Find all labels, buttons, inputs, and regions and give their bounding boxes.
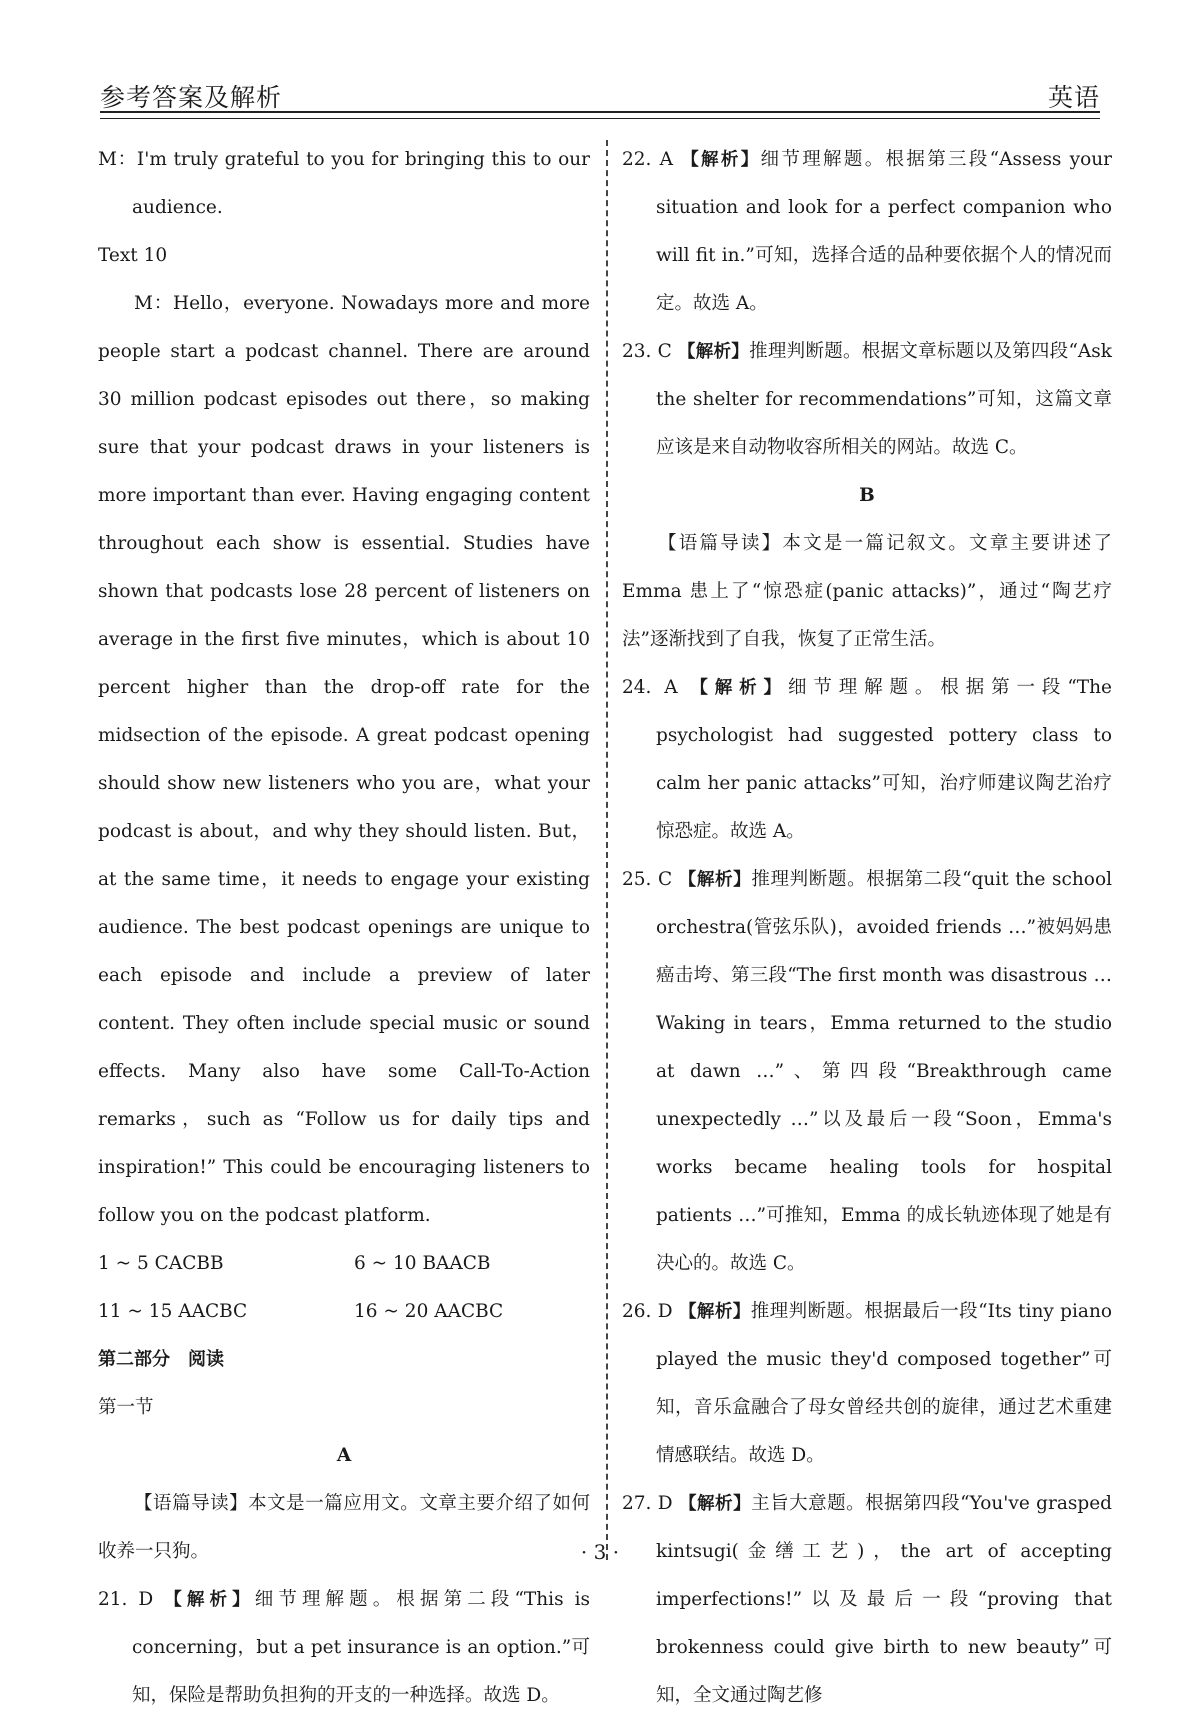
passage-heading-a: A [336,1445,352,1466]
answer-explanation-24 [622,664,1112,856]
analysis-tag: 【解析】 [681,150,761,170]
page-number: · 3 · [580,1540,620,1564]
explanation-text: 推理判断题。根据最后一段“Its tiny piano played the music they'd composed together”可知，音乐盒融合了母女曾经共创的旋律，通过艺术重建情感联结。故选 D。 [656,1301,1113,1466]
answer-row [98,1240,590,1288]
text10-label: Text 10 [98,245,168,266]
passage-guide-a: 【语篇导读】本文是一篇应用文。文章主要介绍了如何收养一只狗。 [98,1493,590,1562]
header-subject: 英语 [1047,83,1100,112]
explanation-text: 细节理解题。根据第三段“Assess your situation and look for a perfect companion who will fit in.”可知，选择合适的品种要依据个人的情况而定。故选 A。 [656,149,1112,314]
analysis-tag: 【解析】 [679,1494,752,1514]
answer-explanation-23 [622,328,1112,472]
column-divider [606,140,608,1560]
answer-explanation-21 [98,1576,590,1720]
question-number: 25. C [622,869,673,890]
answer-explanation-26 [622,1288,1112,1480]
dialogue-line: M：I'm truly grateful to you for bringing this to our audience. [98,149,590,218]
header-rule-thin [100,118,1100,119]
answer-key: 11 ~ 15 AACBC [98,1301,248,1322]
analysis-tag: 【解析】 [678,1302,751,1322]
answer-row [98,1288,590,1336]
passage-guide-b: 【语篇导读】本文是一篇记叙文。文章主要讲述了 Emma 患上了“惊恐症(panic attacks)”，通过“陶艺疗法”逐渐找到了自我，恢复了正常生活。 [622,533,1112,650]
question-number: 23. C [622,341,672,362]
question-number: 26. D [622,1301,673,1322]
right-column [622,136,1112,1720]
question-number: 21. D [98,1589,154,1610]
left-column [98,136,590,1720]
analysis-tag: 【解析】 [690,678,788,698]
answer-key: 1 ~ 5 CACBB [98,1253,224,1274]
section-heading: 第一节 [98,1397,154,1418]
explanation-text: 推理判断题。根据第二段“quit the school orchestra(管弦乐队)，avoided friends …”被妈妈患癌击垮、第三段“The first month was disastrous … Waking in tears，Emma returned to the studio at dawn …”、第四段“Breakthrough came unexpectedly …”以及最后一段“Soon，Emma's works became healing tools for hospital patients …”可推知，Emma 的成长轨迹体现了她是有决心的。故选 C。 [656,869,1113,1274]
explanation-text: 推理判断题。根据文章标题以及第四段“Ask the shelter for recommendations”可知，这篇文章应该是来自动物收容所相关的网站。故选 C。 [656,341,1112,458]
answer-explanation-27 [622,1480,1112,1720]
answer-explanation-25 [622,856,1112,1288]
header-rule-thick [100,111,1100,113]
analysis-tag: 【解析】 [678,870,752,890]
analysis-tag: 【解析】 [164,1590,255,1610]
analysis-tag: 【解析】 [677,342,750,362]
header-title: 参考答案及解析 [100,83,283,112]
page-header [100,78,1100,114]
text10-body: M：Hello，everyone. Nowadays more and more people start a podcast channel. There are around 30 million podcast episodes out there，so making sure that your podcast draws in your listeners is more important than ever. Having engaging content throughout each show is essential. Studies have shown that podcasts lose 28 percent of listeners on average in the first five minutes，which is about 10 percent higher than the drop-off rate for the midsection of the episode. A great podcast opening should show new listeners who you are，what your podcast is about，and why they should listen. But，at the same time，it needs to engage your existing audience. The best podcast openings are unique to each episode and include a preview of later content. They often include special music or sound effects. Many also have some Call-To-Action remarks，such as “Follow us for daily tips and inspiration!” This could be encouraging listeners to follow you on the podcast platform. [98,293,590,1226]
answer-key: 16 ~ 20 AACBC [354,1301,504,1322]
question-number: 24. A [622,677,678,698]
explanation-text: 细节理解题。根据第一段“The psychologist had suggested pottery class to calm her panic attacks”可知，治疗师建议陶艺治疗惊恐症。故选 A。 [656,677,1112,842]
explanation-text: 主旨大意题。根据第四段“You've grasped kintsugi(金缮工艺)，the art of accepting imperfections!”以及最后一段“proving that brokenness could give birth to new beauty”可知，全文通过陶艺修 [656,1493,1112,1706]
passage-heading-b: B [859,485,875,506]
answer-explanation-22 [622,136,1112,328]
question-number: 27. D [622,1493,673,1514]
question-number: 22. A [622,149,673,170]
explanation-text: 细节理解题。根据第二段“This is concerning，but a pet insurance is an option.”可知，保险是帮助负担狗的开支的一种选择。故选 D。 [132,1589,590,1706]
part-heading: 第二部分 阅读 [98,1349,224,1370]
answer-key: 6 ~ 10 BAACB [354,1253,491,1274]
